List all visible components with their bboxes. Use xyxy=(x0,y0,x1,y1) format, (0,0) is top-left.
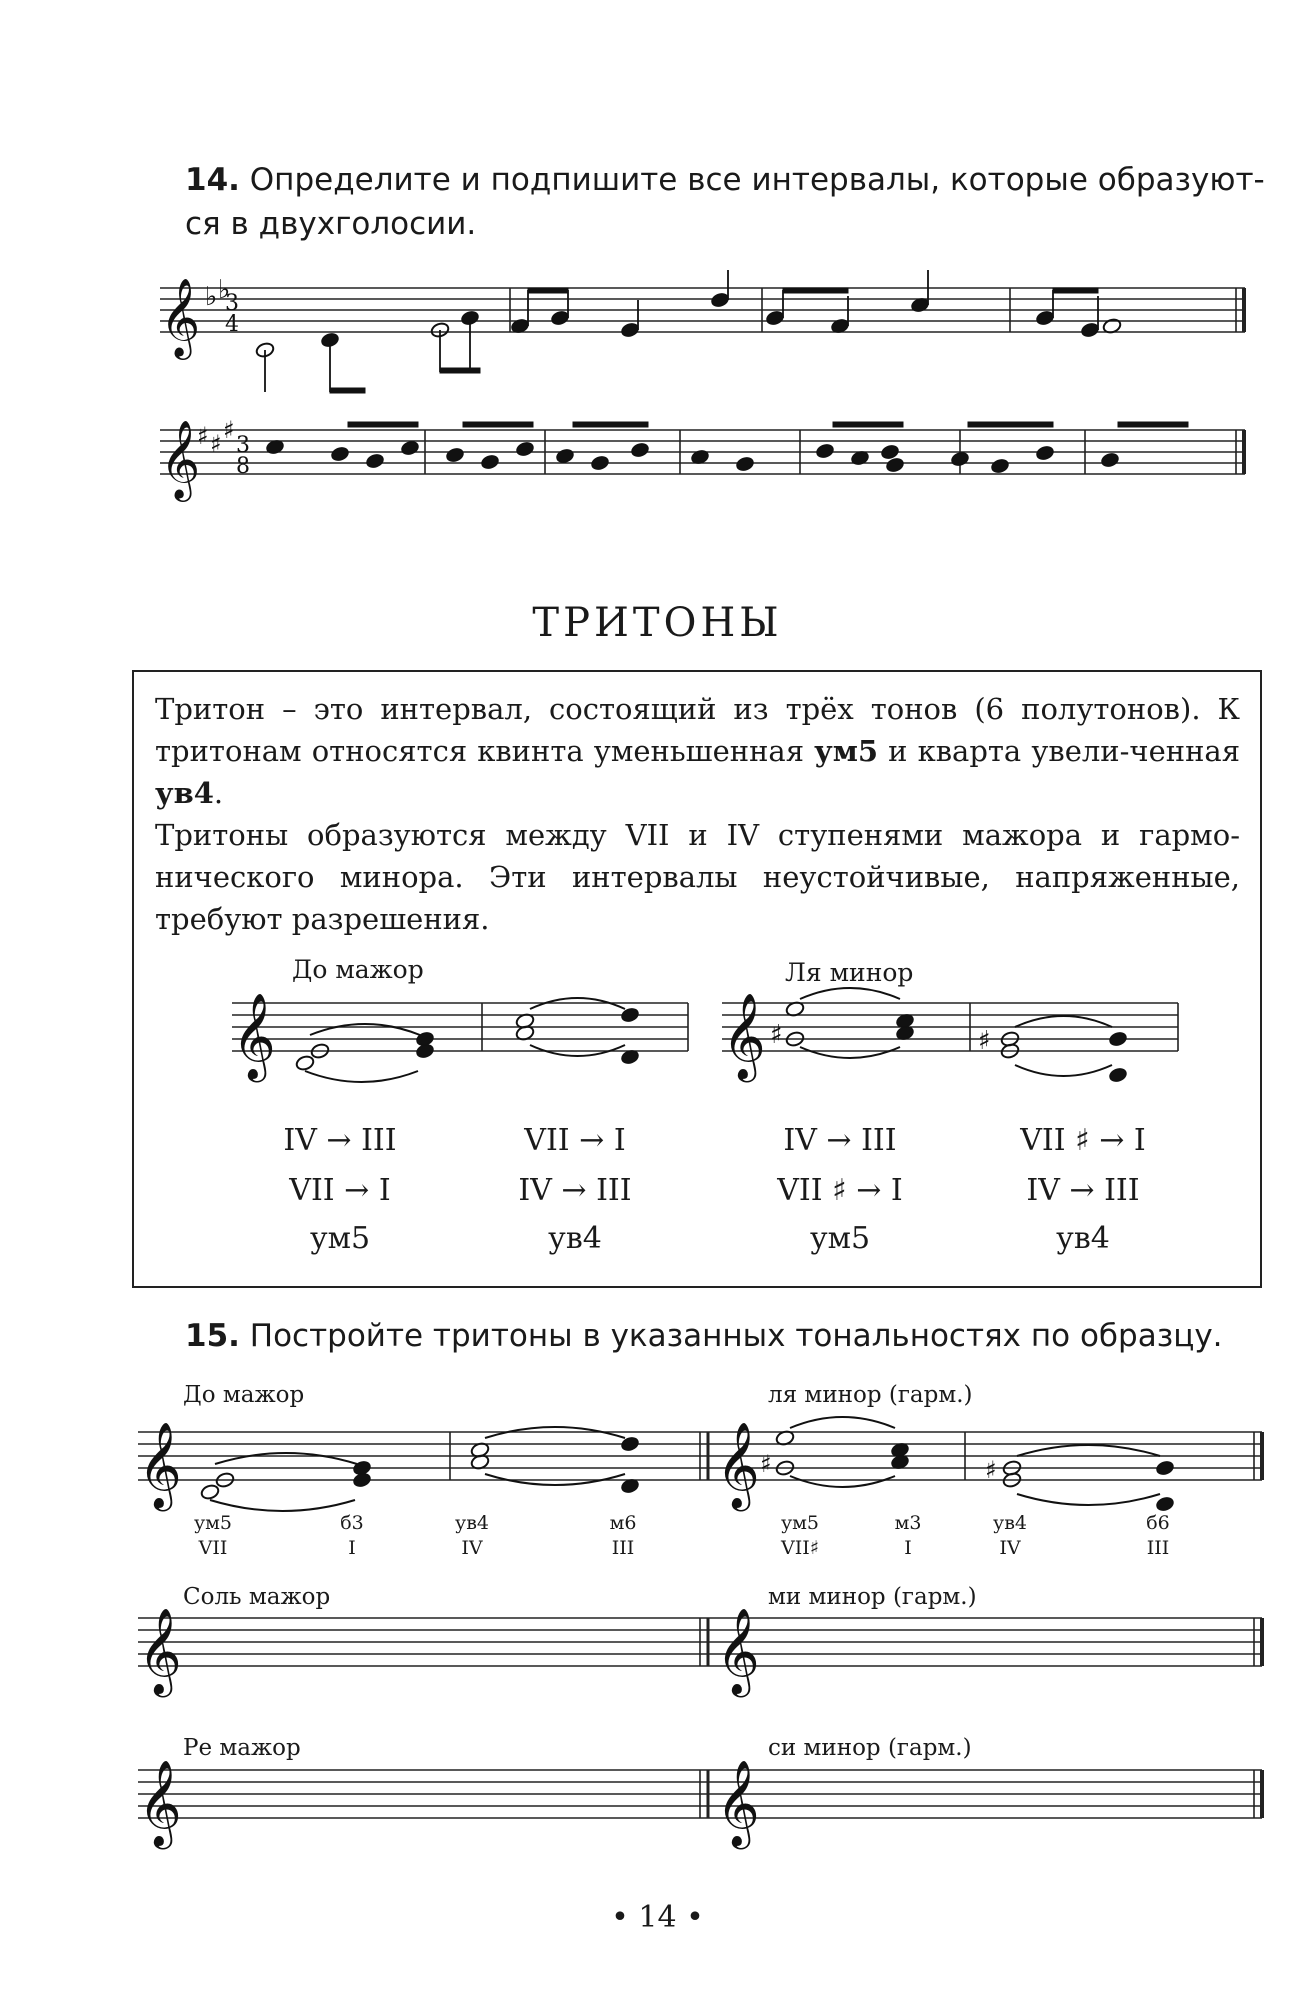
note-head xyxy=(590,454,610,471)
note-head xyxy=(330,445,350,462)
treble-clef-icon: 𝄞 xyxy=(160,278,201,357)
step-col4-line1: VII ♯ → I xyxy=(1020,1123,1146,1158)
treble-clef-icon: 𝄞 xyxy=(160,420,201,499)
step-col3-line1: IV → III xyxy=(783,1123,897,1158)
sharp-icon: ♯ xyxy=(223,416,235,444)
step-col1-line3: ум5 xyxy=(309,1221,371,1256)
example-key-major: До мажор xyxy=(292,955,424,984)
note-head xyxy=(620,321,640,338)
interval-label-1-top: ум5 xyxy=(193,1512,233,1534)
interval-label-2-top: б3 xyxy=(340,1512,364,1534)
sharp-icon: ♯ xyxy=(760,1450,772,1478)
row1-left-key: До мажор xyxy=(183,1382,305,1408)
interval-label-5-top: ум5 xyxy=(780,1512,820,1534)
rule-text-1e: . xyxy=(213,776,224,810)
time-sig-top: 3 xyxy=(225,291,239,316)
note-beam xyxy=(833,422,903,427)
interval-label-3-bottom: IV xyxy=(461,1537,483,1559)
interval-label-7-bottom: IV xyxy=(999,1537,1021,1559)
time-sig-bottom: 8 xyxy=(236,454,250,479)
task-14-instruction: Определите и подпишите все интервалы, которые образуют-ся в двухголосии. xyxy=(185,162,1265,242)
tie-icon xyxy=(215,1453,357,1464)
note-beam xyxy=(573,422,648,427)
rule-term-dim5: ум5 xyxy=(814,734,879,768)
interval-label-2-bottom: I xyxy=(348,1537,356,1559)
time-sig-bottom: 4 xyxy=(225,312,239,337)
note-head xyxy=(352,1471,372,1488)
interval-label-5-bottom: VII♯ xyxy=(781,1537,819,1559)
interval-label-7-top: ув4 xyxy=(993,1512,1027,1534)
note-head xyxy=(990,457,1010,474)
interval-label-8-top: б6 xyxy=(1146,1512,1170,1534)
page-number: • 14 • xyxy=(611,1900,704,1935)
tie-icon xyxy=(1017,1494,1160,1505)
sharp-icon: ♯ xyxy=(985,1456,997,1484)
note-beam xyxy=(968,422,1053,427)
step-col1-line1: IV → III xyxy=(283,1123,397,1158)
tie-icon xyxy=(210,1500,355,1511)
row3-right-key: си минор (гарм.) xyxy=(768,1735,972,1761)
tie-icon xyxy=(790,1476,895,1487)
note-beam xyxy=(1053,288,1098,293)
task-15-text xyxy=(185,1314,1265,1358)
task-15-number: 15. xyxy=(185,1318,240,1354)
section-title: ТРИТОНЫ xyxy=(532,600,783,646)
note-head xyxy=(1155,1495,1175,1512)
sharp-icon: ♯ xyxy=(770,1020,783,1050)
interval-label-3-top: ув4 xyxy=(455,1512,489,1534)
rule-text-1c: и кварта увели-ченная xyxy=(878,734,1240,768)
rule-text xyxy=(155,688,1240,940)
note-beam xyxy=(783,288,848,293)
note-beam xyxy=(348,422,418,427)
task-14-number: 14. xyxy=(185,162,240,198)
sharp-icon: ♯ xyxy=(978,1026,991,1056)
note-head xyxy=(765,309,785,326)
sharp-icon: ♯ xyxy=(210,430,222,458)
note-head xyxy=(365,452,385,469)
note-head xyxy=(815,442,835,459)
note-beam xyxy=(528,288,568,293)
treble-clef-icon: 𝄞 xyxy=(716,1608,760,1694)
row3-left-key: Ре мажор xyxy=(183,1735,301,1761)
interval-label-6-top: м3 xyxy=(894,1512,922,1534)
note-head xyxy=(515,440,535,457)
tie-icon xyxy=(790,1417,895,1428)
treble-clef-icon: 𝄞 xyxy=(716,1422,760,1508)
note-beam xyxy=(330,388,365,393)
row2-left-key: Соль мажор xyxy=(183,1584,331,1610)
note-head xyxy=(445,446,465,463)
treble-clef-icon: 𝄞 xyxy=(138,1422,182,1508)
treble-clef-icon: 𝄞 xyxy=(716,1760,760,1846)
note-head xyxy=(555,447,575,464)
note-head xyxy=(950,450,970,467)
step-col4-line3: ув4 xyxy=(1056,1221,1110,1256)
note-head xyxy=(885,456,905,473)
note-head xyxy=(1035,444,1055,461)
time-sig-top: 3 xyxy=(236,433,250,458)
note-head xyxy=(400,439,420,456)
note-head xyxy=(550,309,570,326)
interval-label-1-bottom: VII xyxy=(198,1537,228,1559)
task-15-instruction: Постройте тритоны в указанных тональностях по образцу. xyxy=(249,1318,1223,1354)
rule-text-2: Тритоны образуются между VII и IV ступенями мажора и гармо-нического минора. Эти интервалы неустойчивые, напряженные, требуют разрешения. xyxy=(155,818,1240,936)
treble-clef-icon: 𝄞 xyxy=(138,1608,182,1694)
tie-icon xyxy=(1017,1445,1160,1456)
step-col2-line1: VII → I xyxy=(524,1123,626,1158)
step-col3-line2: VII ♯ → I xyxy=(777,1173,903,1208)
step-col3-line3: ум5 xyxy=(809,1221,871,1256)
rule-text-1a: Тритон – это интервал, состоящий из трёх тонов (6 полутонов). К тритонам относятся квинта уменьшенная xyxy=(155,692,1240,768)
interval-label-4-bottom: III xyxy=(611,1537,635,1559)
note-head xyxy=(1100,451,1120,468)
note-head xyxy=(1155,1459,1175,1476)
note-head xyxy=(630,441,650,458)
interval-label-4-top: м6 xyxy=(609,1512,637,1534)
note-head xyxy=(735,455,755,472)
flat-icon: ♭ xyxy=(205,282,218,312)
row1-right-key: ля минор (гарм.) xyxy=(768,1382,973,1408)
step-col2-line2: IV → III xyxy=(518,1173,632,1208)
step-col1-line2: VII → I xyxy=(289,1173,391,1208)
interval-label-6-bottom: I xyxy=(904,1537,912,1559)
note-head xyxy=(1035,309,1055,326)
rule-term-aug4: ув4 xyxy=(155,776,214,810)
step-col4-line2: IV → III xyxy=(1026,1173,1140,1208)
example-key-minor: Ля минор xyxy=(785,958,914,987)
note-beam xyxy=(1118,422,1188,427)
note-beam xyxy=(440,368,480,373)
note-beam xyxy=(463,422,533,427)
note-head xyxy=(200,1483,220,1500)
interval-label-8-bottom: III xyxy=(1146,1537,1170,1559)
treble-clef-icon: 𝄞 xyxy=(232,993,276,1079)
note-head xyxy=(480,453,500,470)
note-head xyxy=(1080,321,1100,338)
note-head xyxy=(710,291,730,308)
row2-right-key: ми минор (гарм.) xyxy=(768,1584,977,1610)
treble-clef-icon: 𝄞 xyxy=(722,993,766,1079)
treble-clef-icon: 𝄞 xyxy=(138,1760,182,1846)
flat-icon: ♭ xyxy=(218,275,231,305)
note-head xyxy=(880,443,900,460)
sharp-icon: ♯ xyxy=(197,422,209,450)
step-col2-line3: ув4 xyxy=(548,1221,602,1256)
